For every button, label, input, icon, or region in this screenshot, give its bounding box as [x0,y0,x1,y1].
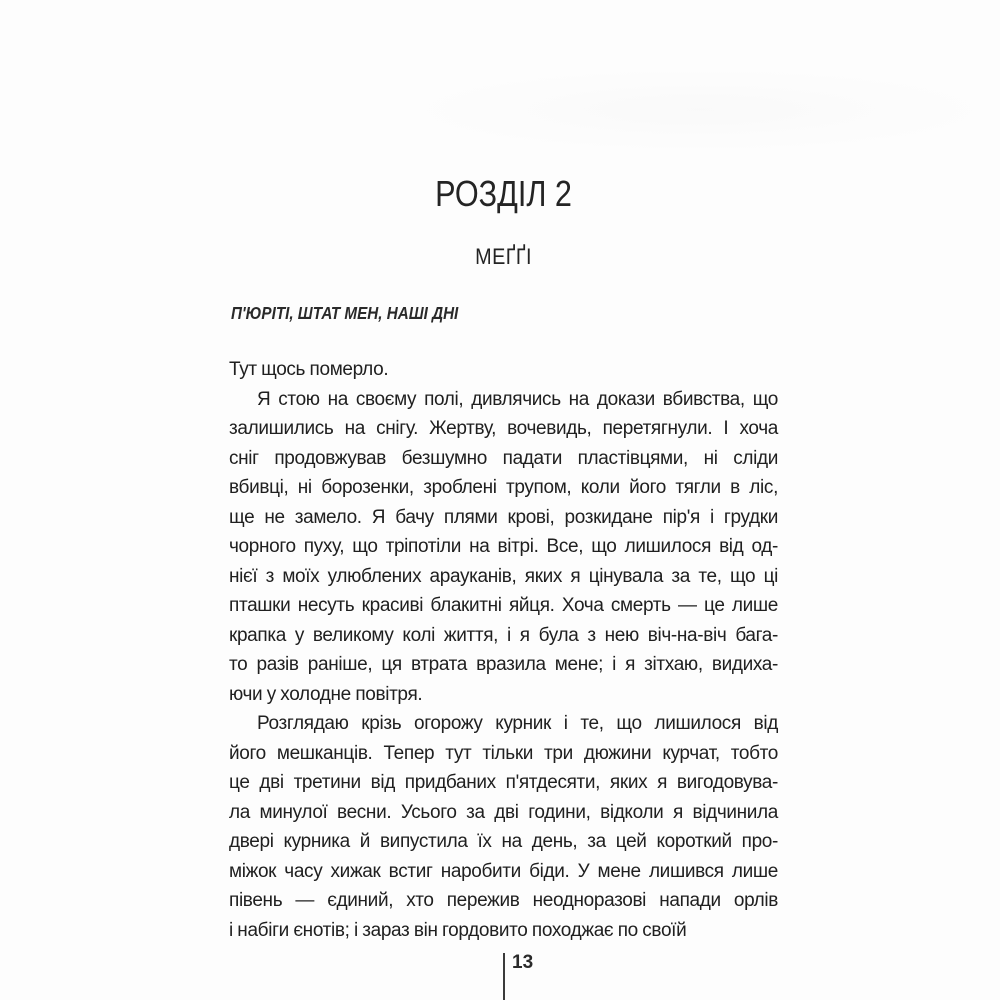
body-line: то разів раніше, ця втрата вразила мене; і я зітхаю, видиха- [229,654,778,675]
footer-rule [503,953,505,1000]
body-line: пташки несуть красиві блакитні яйця. Хоча смерть — це лише [229,595,778,616]
body-line: ючи у холодне повітря. [229,683,423,705]
body-line: крапка у великому колі життя, і я була з нею віч-на-віч бага- [229,624,778,646]
body-line: і набіги єнотів; і зараз він гордовито походжає по своїй [229,919,687,941]
body-text [229,355,778,945]
chapter-subtitle [229,246,778,268]
chapter-subtitle-text: МЕҐҐІ [475,244,532,269]
body-line: двері курника й випустила їх на день, за цей короткий про- [229,831,778,852]
body-line: чорного пуху, що тріпотіли на вітрі. Все, що лишилося від од- [229,536,778,557]
chapter-title-text: РОЗДІЛ 2 [435,173,572,214]
body-line: його мешканців. Тепер тут тільки три дюжини курчат, тобто [229,742,778,764]
body-line: вбивці, ні борозенки, зроблені трупом, коли його тягли в ліс, [229,477,778,498]
body-line: залишились на снігу. Жертву, вочевидь, перетягнули. І хоча [229,418,778,439]
scene-setting-text: П'ЮРІТІ, ШТАТ МЕН, НАШІ ДНІ [231,303,459,323]
body-line: це дві третини від придбаних п'ятдесяти, яких я вигодовува- [229,772,778,793]
body-line: сніг продовжував безшумно падати пластівцями, ні сліди [229,447,778,469]
body-line: Тут щось померло. [229,359,389,380]
chapter-title [229,173,778,214]
body-line: ла минулої весни. Усього за дві години, відколи я відчинила [229,801,778,823]
body-line: нієї з моїх улюблених арауканів, яких я цінувала за те, що ці [229,565,778,587]
body-line: півень — єдиний, хто пережив неодноразові напади орлів [229,890,778,911]
body-line: Я стою на своєму полі, дивлячись на докази вбивства, що [257,388,778,410]
page-number: 13 [512,952,534,973]
body-line: ще не замело. Я бачу плями крові, розкидане пір'я і грудки [229,506,778,528]
scene-setting-line [231,305,780,323]
body-line: Розглядаю крізь огорожу курник і те, що лишилося від [257,713,778,734]
body-line: міжок часу хижак встиг наробити біди. У мене лишився лише [229,860,778,882]
